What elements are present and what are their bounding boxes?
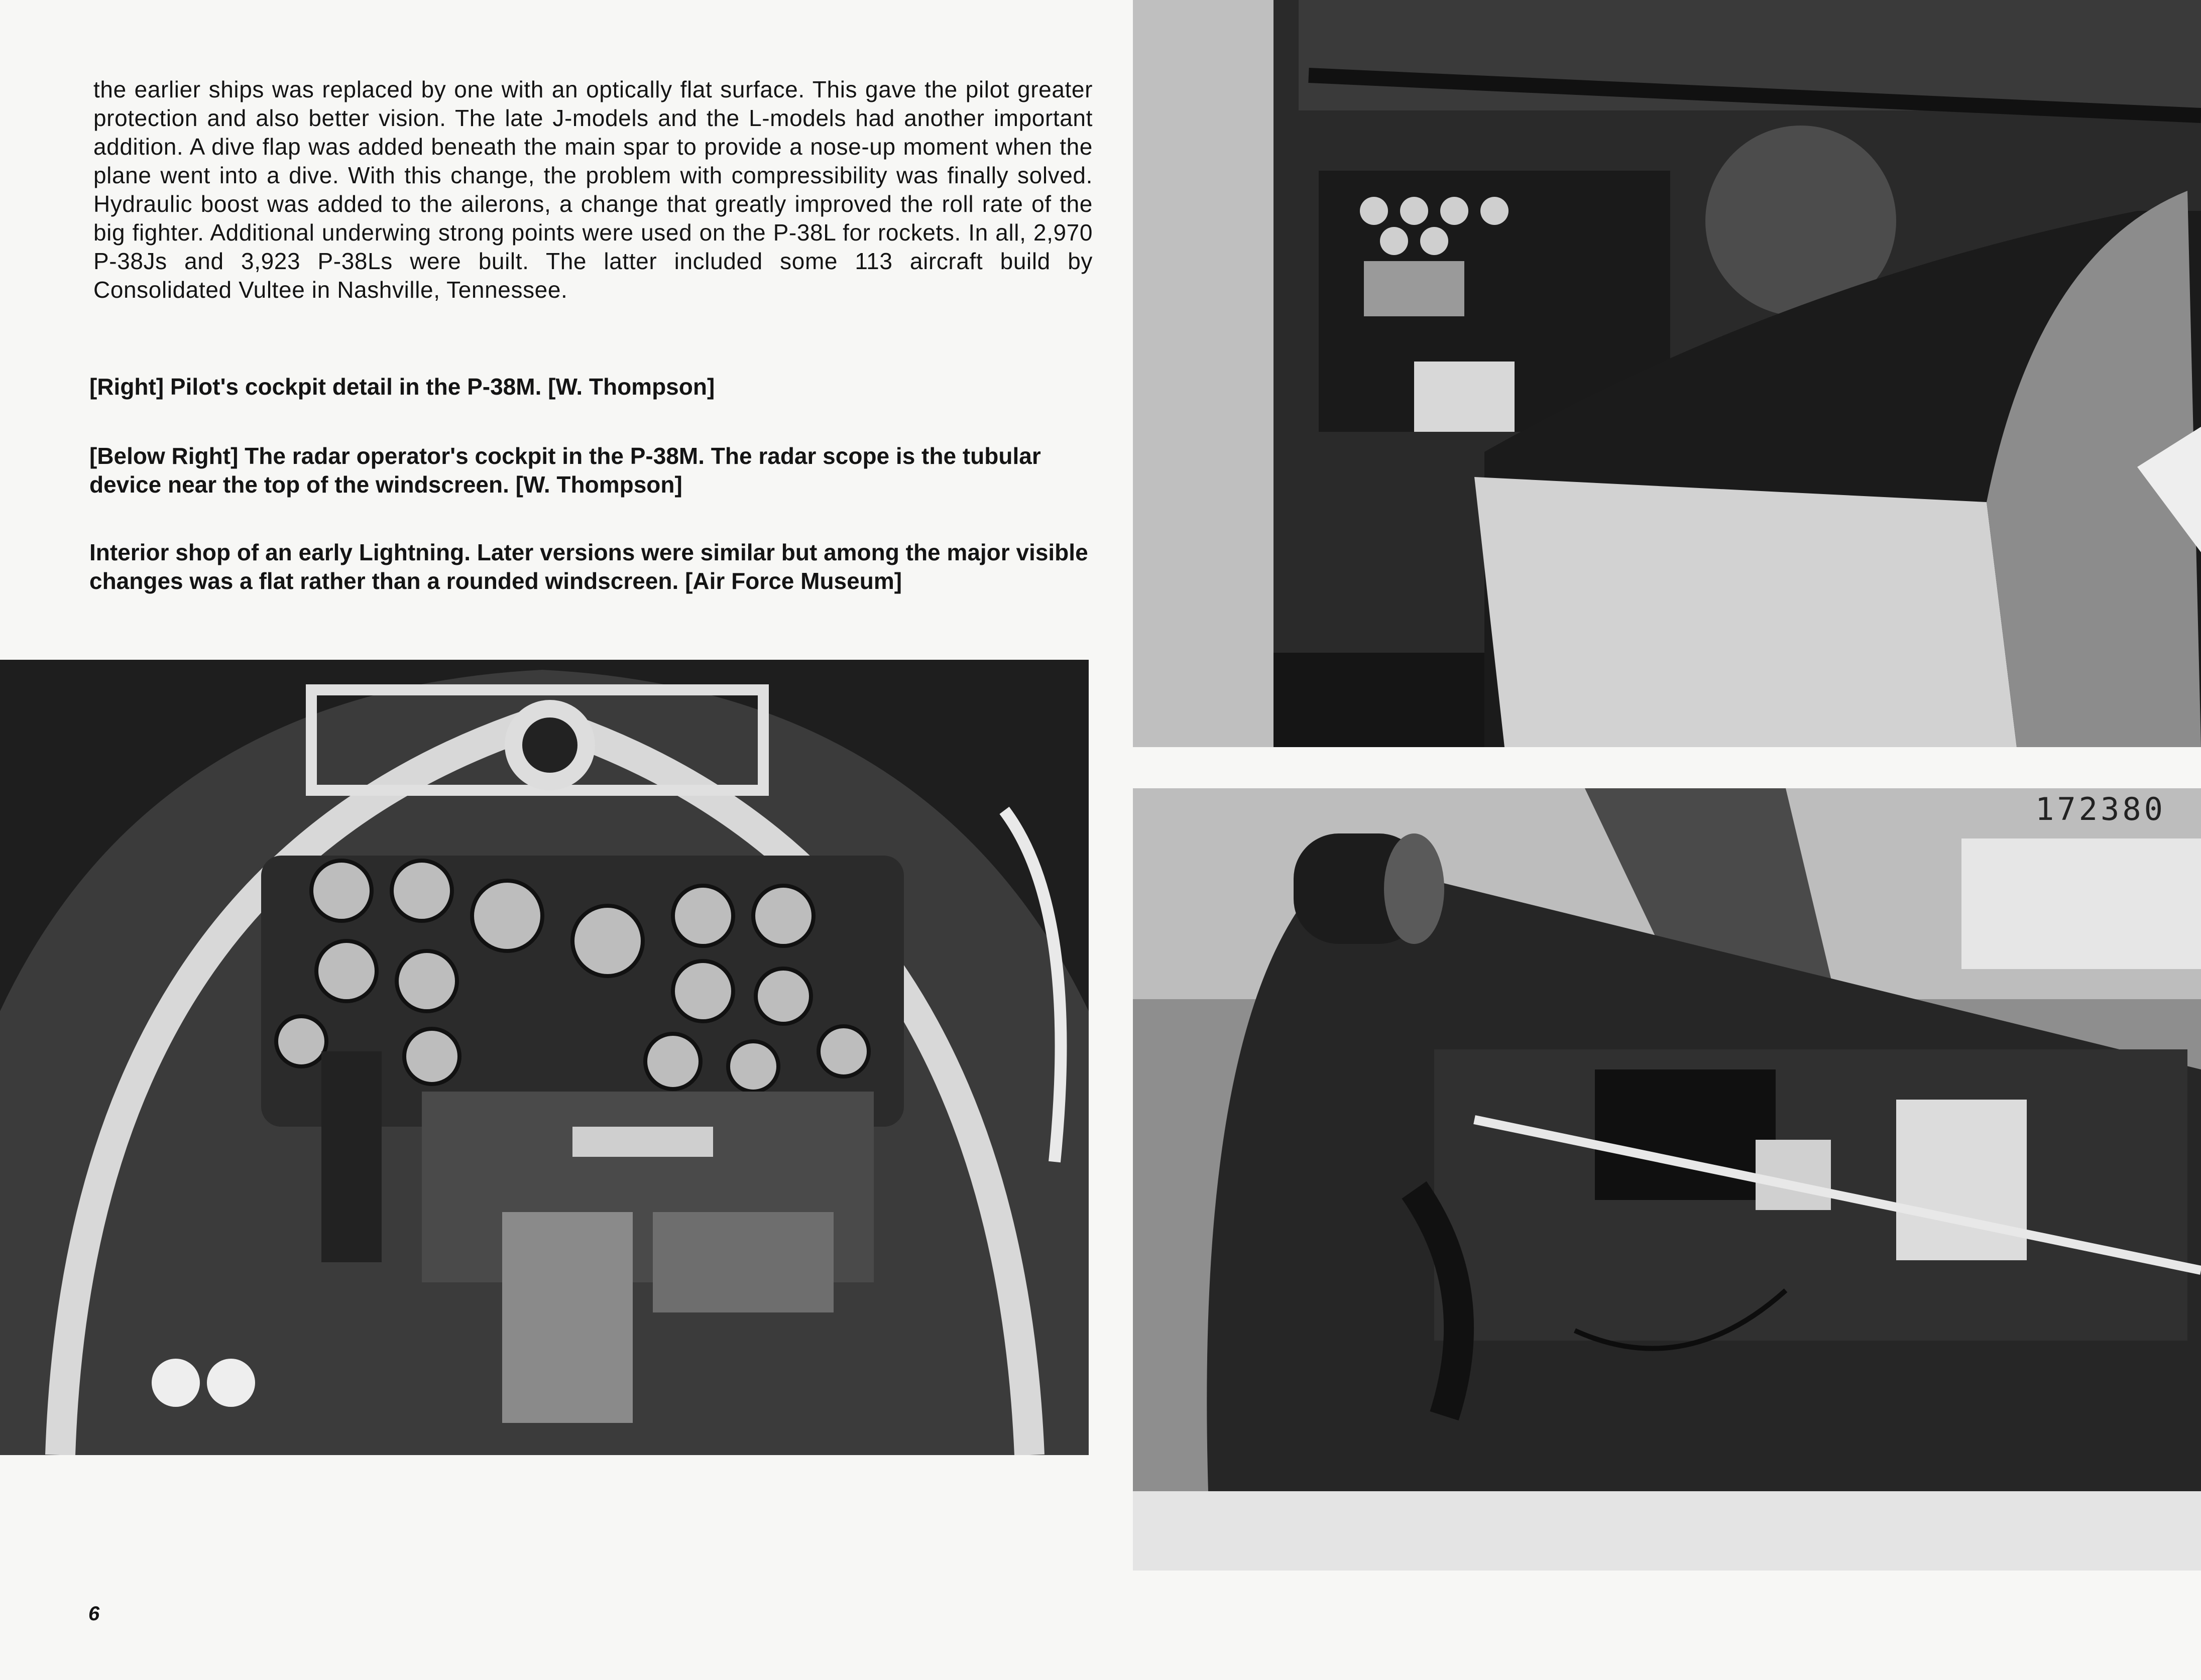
photo-radar-operator-cockpit [1133,788,2201,1571]
caption-right: [Right] Pilot's cockpit detail in the P-38M. [W. Thompson] [89,374,715,400]
caption-interior: Interior shop of an early Lightning. Later versions were similar but among the major visible changes was a flat rather than a rounded windscreen. [Air Force Museum] [89,539,1088,594]
body-text: the earlier ships was replaced by one with an optically flat surface. This gave the pilot greater protection and also better vision. The late J-models and the L-models had another important addition. A dive flap was added beneath the main spar to provide a nose-up moment when the plane went into a dive. With this change, the problem with compressibility was finally solved. Hydraulic boost was added to the ailerons, a change that greatly improved the roll rate of the big fighter. Additional underwing strong points were used on the P-38L for rockets. In all, 2,970 P-38Js and 3,923 P-38Ls were built. The latter included some 113 aircraft build by Consolidated Vultee in Nashville, Tennessee. [93,76,1093,303]
caption-below-right: [Below Right] The radar operator's cockpit in the P-38M. The radar scope is the tubular device near the top of the windscreen. [W. Thompson] [89,443,1041,498]
photo-interior-cockpit [0,660,1089,1455]
photo-serial-number: 172380 [2035,791,2166,827]
page-number: 6 [88,1603,100,1625]
photo-pilot-cockpit [1133,0,2201,747]
